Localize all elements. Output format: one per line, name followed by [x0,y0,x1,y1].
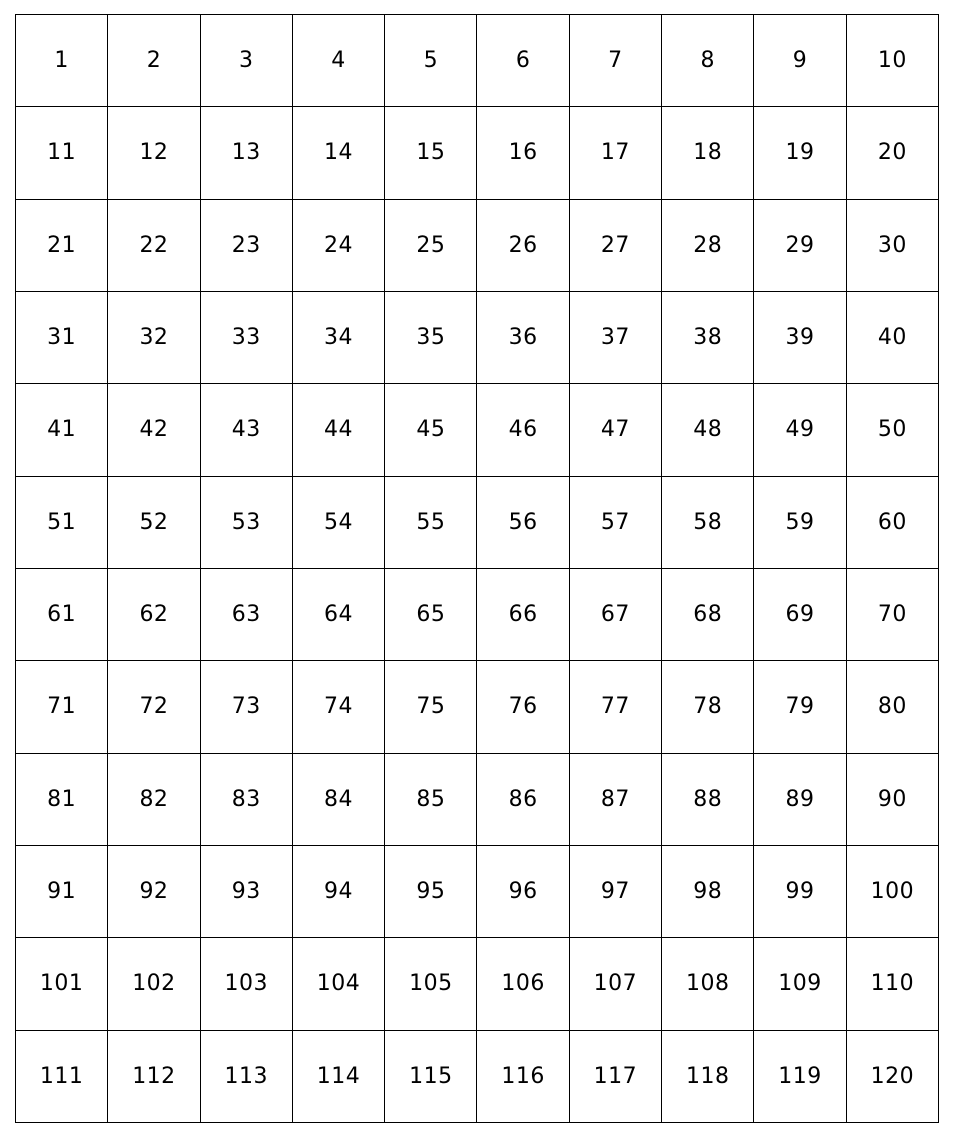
grid-cell: 56 [477,476,569,568]
grid-cell: 74 [292,661,384,753]
grid-cell: 112 [108,1030,200,1122]
grid-cell: 70 [846,568,938,660]
grid-cell: 18 [662,107,754,199]
grid-cell: 24 [292,199,384,291]
grid-cell: 34 [292,291,384,383]
grid-cell: 23 [200,199,292,291]
grid-cell: 54 [292,476,384,568]
grid-cell: 26 [477,199,569,291]
grid-cell: 82 [108,753,200,845]
grid-cell: 10 [846,15,938,107]
grid-cell: 75 [385,661,477,753]
grid-cell: 94 [292,845,384,937]
grid-cell: 78 [662,661,754,753]
grid-cell: 83 [200,753,292,845]
grid-cell: 2 [108,15,200,107]
grid-cell: 116 [477,1030,569,1122]
grid-row [16,1030,939,1122]
grid-cell: 12 [108,107,200,199]
grid-cell: 6 [477,15,569,107]
grid-row [16,199,939,291]
number-grid-body [16,15,939,1123]
grid-cell: 58 [662,476,754,568]
grid-cell: 44 [292,384,384,476]
grid-cell: 5 [385,15,477,107]
grid-cell: 120 [846,1030,938,1122]
grid-cell: 28 [662,199,754,291]
grid-cell: 52 [108,476,200,568]
grid-cell: 117 [569,1030,661,1122]
grid-row [16,753,939,845]
grid-cell: 98 [662,845,754,937]
grid-cell: 79 [754,661,846,753]
grid-cell: 99 [754,845,846,937]
grid-cell: 71 [16,661,108,753]
grid-cell: 11 [16,107,108,199]
grid-cell: 55 [385,476,477,568]
grid-cell: 118 [662,1030,754,1122]
grid-cell: 101 [16,938,108,1030]
grid-cell: 7 [569,15,661,107]
grid-cell: 29 [754,199,846,291]
grid-cell: 114 [292,1030,384,1122]
grid-cell: 13 [200,107,292,199]
grid-cell: 100 [846,845,938,937]
grid-cell: 49 [754,384,846,476]
grid-cell: 39 [754,291,846,383]
grid-cell: 40 [846,291,938,383]
grid-cell: 90 [846,753,938,845]
grid-cell: 9 [754,15,846,107]
grid-cell: 16 [477,107,569,199]
grid-cell: 108 [662,938,754,1030]
grid-row [16,107,939,199]
grid-cell: 53 [200,476,292,568]
grid-cell: 32 [108,291,200,383]
grid-cell: 107 [569,938,661,1030]
grid-cell: 17 [569,107,661,199]
grid-row [16,15,939,107]
grid-cell: 103 [200,938,292,1030]
grid-row [16,661,939,753]
grid-cell: 64 [292,568,384,660]
grid-cell: 47 [569,384,661,476]
grid-cell: 50 [846,384,938,476]
grid-row [16,476,939,568]
grid-cell: 19 [754,107,846,199]
grid-row [16,384,939,476]
grid-cell: 115 [385,1030,477,1122]
grid-cell: 61 [16,568,108,660]
grid-cell: 22 [108,199,200,291]
grid-cell: 35 [385,291,477,383]
grid-row [16,291,939,383]
grid-cell: 48 [662,384,754,476]
grid-row [16,845,939,937]
grid-cell: 31 [16,291,108,383]
grid-cell: 60 [846,476,938,568]
grid-cell: 68 [662,568,754,660]
grid-cell: 33 [200,291,292,383]
grid-cell: 119 [754,1030,846,1122]
grid-cell: 63 [200,568,292,660]
grid-cell: 88 [662,753,754,845]
grid-cell: 84 [292,753,384,845]
grid-cell: 8 [662,15,754,107]
grid-cell: 96 [477,845,569,937]
grid-cell: 15 [385,107,477,199]
grid-cell: 41 [16,384,108,476]
grid-cell: 21 [16,199,108,291]
grid-cell: 87 [569,753,661,845]
grid-cell: 59 [754,476,846,568]
grid-cell: 97 [569,845,661,937]
grid-cell: 45 [385,384,477,476]
grid-cell: 67 [569,568,661,660]
grid-cell: 66 [477,568,569,660]
grid-cell: 36 [477,291,569,383]
grid-cell: 46 [477,384,569,476]
grid-cell: 81 [16,753,108,845]
grid-cell: 37 [569,291,661,383]
grid-cell: 77 [569,661,661,753]
grid-cell: 51 [16,476,108,568]
grid-cell: 72 [108,661,200,753]
grid-cell: 38 [662,291,754,383]
grid-cell: 91 [16,845,108,937]
grid-cell: 80 [846,661,938,753]
grid-cell: 43 [200,384,292,476]
grid-cell: 93 [200,845,292,937]
grid-cell: 20 [846,107,938,199]
grid-cell: 109 [754,938,846,1030]
grid-cell: 42 [108,384,200,476]
grid-cell: 3 [200,15,292,107]
grid-cell: 25 [385,199,477,291]
grid-cell: 4 [292,15,384,107]
grid-cell: 89 [754,753,846,845]
grid-cell: 104 [292,938,384,1030]
grid-cell: 85 [385,753,477,845]
grid-cell: 14 [292,107,384,199]
grid-cell: 27 [569,199,661,291]
grid-cell: 30 [846,199,938,291]
grid-cell: 65 [385,568,477,660]
grid-cell: 76 [477,661,569,753]
grid-cell: 106 [477,938,569,1030]
grid-cell: 102 [108,938,200,1030]
grid-cell: 73 [200,661,292,753]
grid-row [16,568,939,660]
grid-cell: 86 [477,753,569,845]
grid-cell: 62 [108,568,200,660]
grid-cell: 92 [108,845,200,937]
grid-cell: 57 [569,476,661,568]
grid-cell: 1 [16,15,108,107]
grid-cell: 105 [385,938,477,1030]
grid-cell: 113 [200,1030,292,1122]
grid-row [16,938,939,1030]
grid-cell: 111 [16,1030,108,1122]
grid-cell: 69 [754,568,846,660]
number-grid [15,14,939,1123]
grid-cell: 110 [846,938,938,1030]
grid-cell: 95 [385,845,477,937]
